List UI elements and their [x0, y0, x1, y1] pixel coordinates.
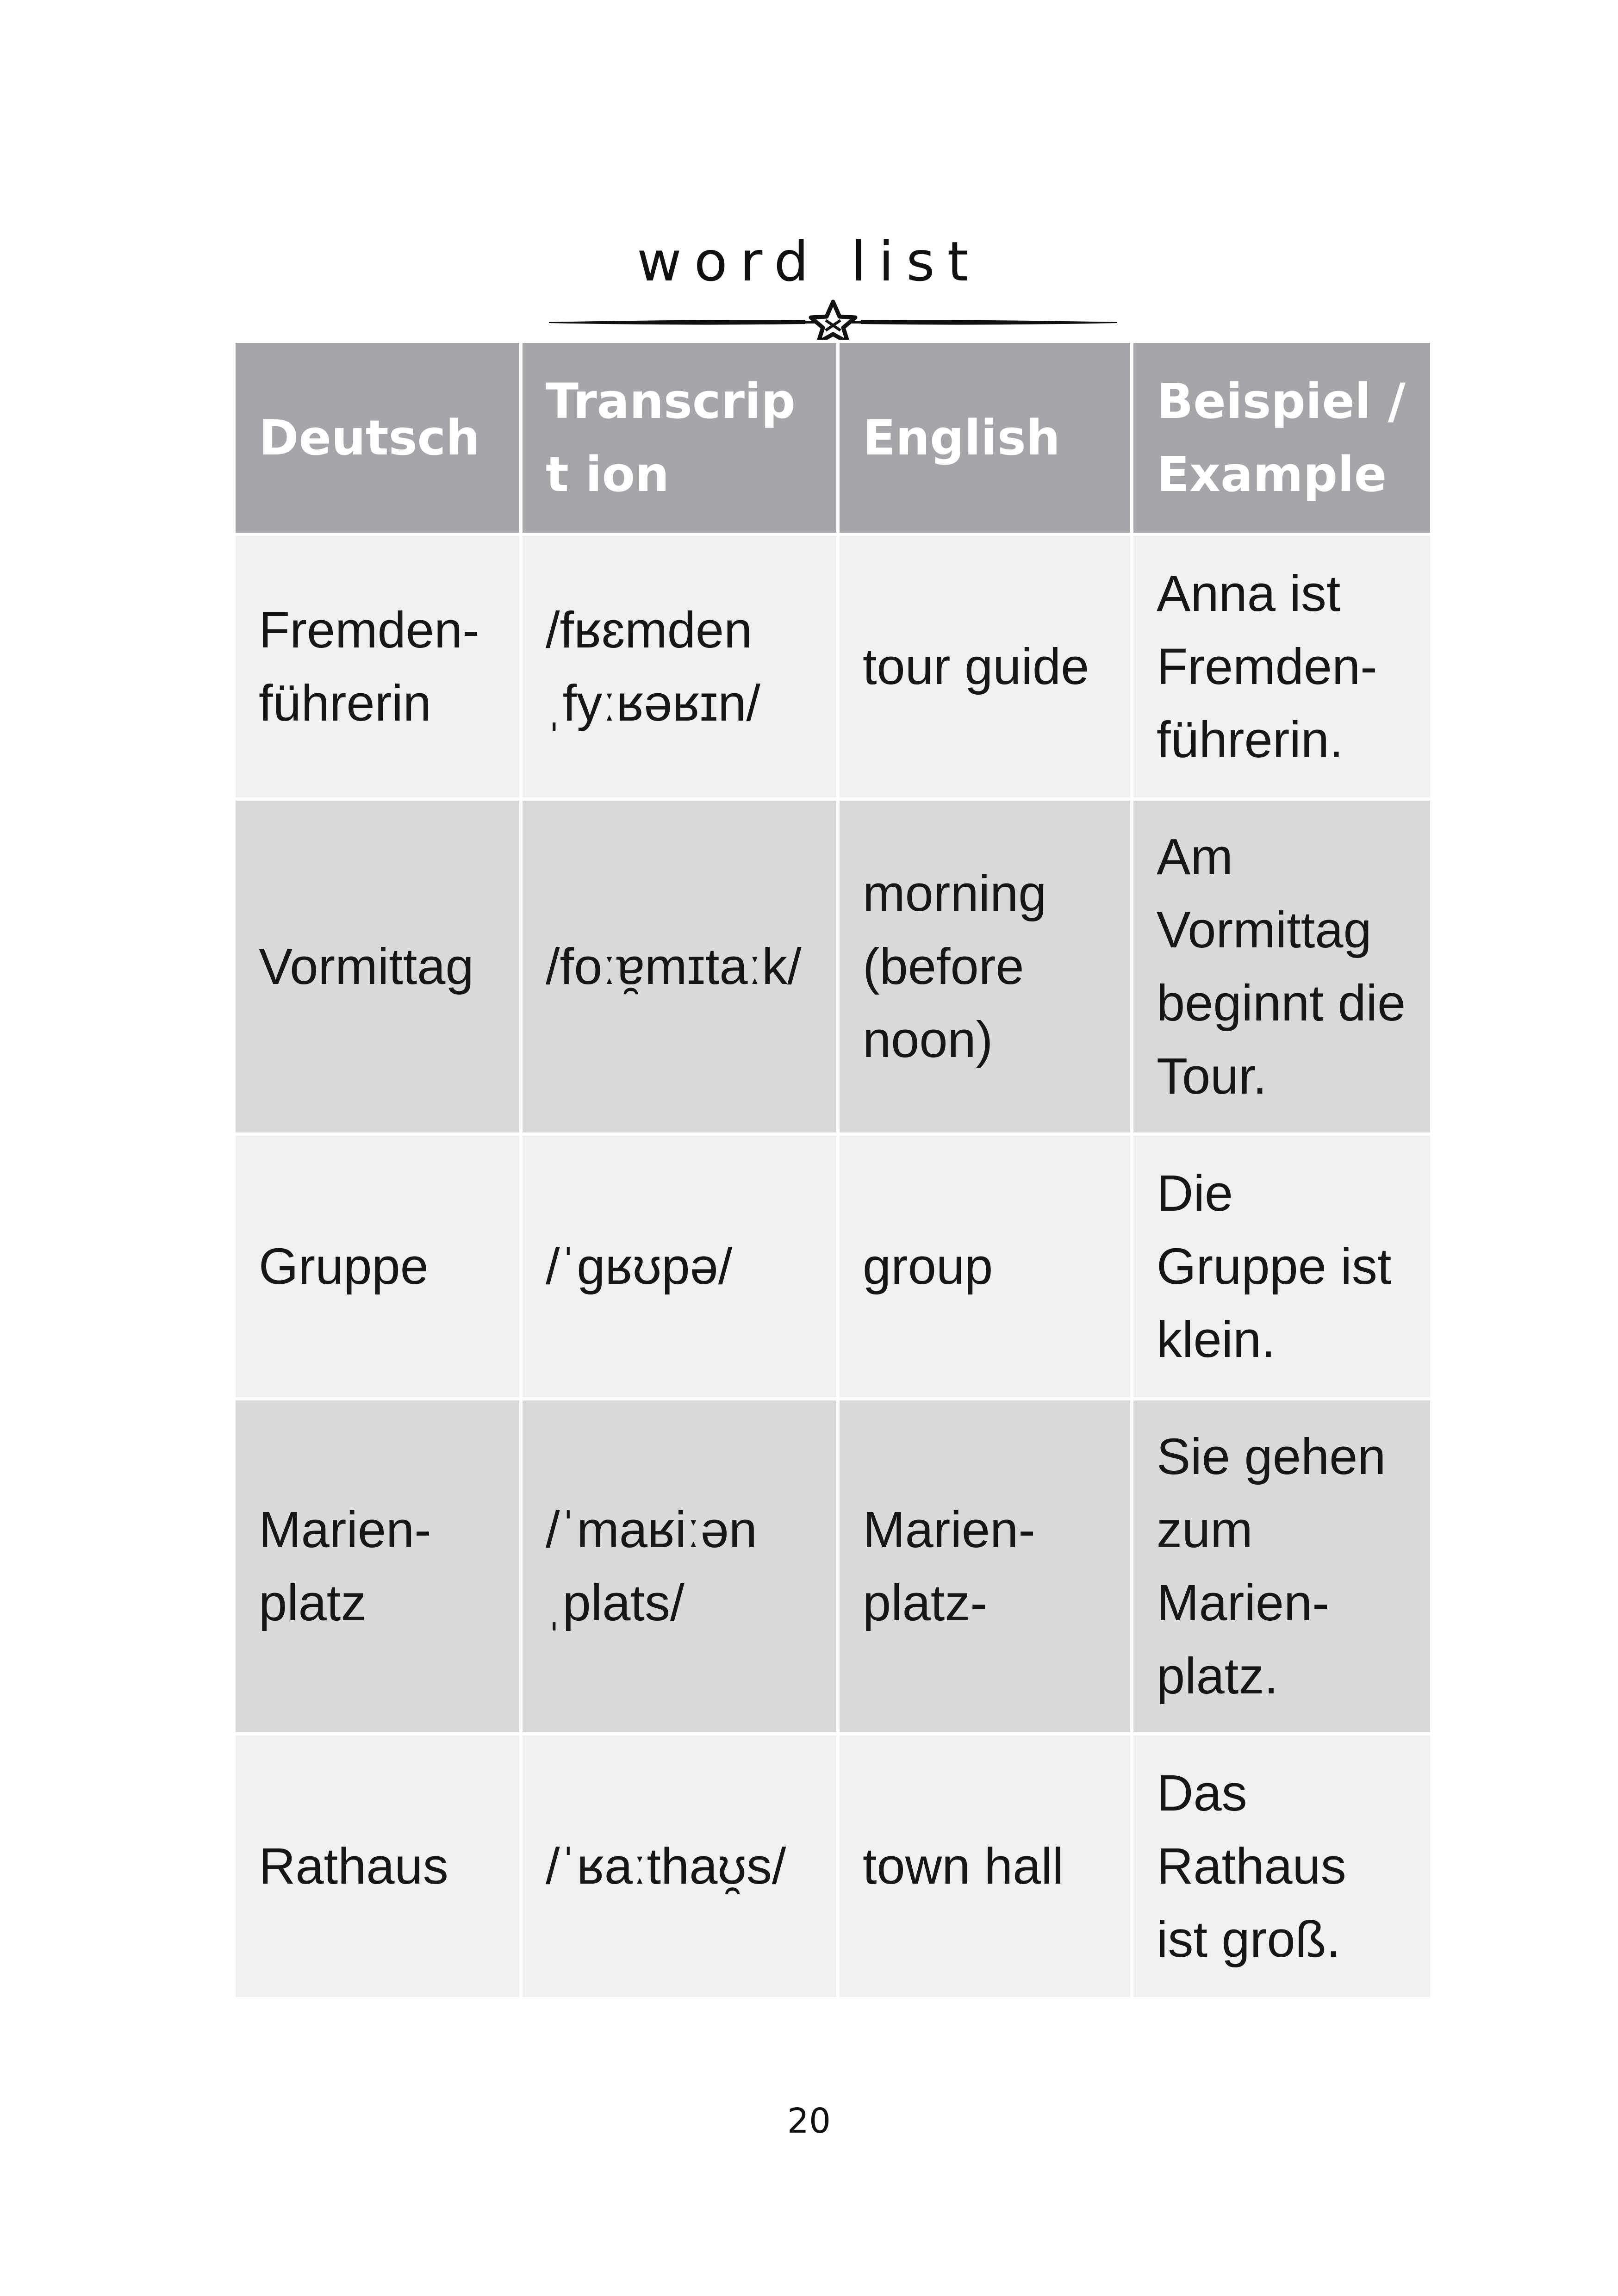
cell-example: Das Rathaus ist groß. [1132, 1734, 1432, 1999]
cell-english: tour guide [838, 535, 1132, 799]
cell-example: Anna ist Fremden-führerin. [1132, 535, 1432, 799]
table-row [234, 535, 1432, 799]
word-table [232, 340, 1433, 2000]
header-deutsch: Deutsch [234, 342, 521, 535]
cell-deutsch: Fremden-führerin [234, 535, 521, 799]
cell-example: Die Gruppe ist klein. [1132, 1134, 1432, 1399]
cell-english: town hall [838, 1734, 1132, 1999]
page-number: 20 [787, 2101, 831, 2141]
page-title: word list [637, 230, 981, 293]
cell-example: Am Vormittag beginnt die Tour. [1132, 799, 1432, 1134]
cell-transcription: /ˈmaʁiːən ˌplats/ [521, 1399, 838, 1734]
cell-example: Sie gehen zum Marien-platz. [1132, 1399, 1432, 1734]
header-english: English [838, 342, 1132, 535]
header-transcription: Transcript ion [521, 342, 838, 535]
table-row [234, 799, 1432, 1134]
cell-transcription: /ˈʁaːthaʊ̯s/ [521, 1734, 838, 1999]
cell-transcription: /ˈɡʁʊpə/ [521, 1134, 838, 1399]
cell-deutsch: Gruppe [234, 1134, 521, 1399]
cell-english: group [838, 1134, 1132, 1399]
cell-deutsch: Vormittag [234, 799, 521, 1134]
header-example: Beispiel / Example [1132, 342, 1432, 535]
cell-deutsch: Marien-platz [234, 1399, 521, 1734]
cell-deutsch: Rathaus [234, 1734, 521, 1999]
table-row [234, 1734, 1432, 1999]
cell-transcription: /fʁɛmden ˌfyːʁəʁɪn/ [521, 535, 838, 799]
table-row [234, 1399, 1432, 1734]
cell-transcription: /foːɐ̯mɪtaːk/ [521, 799, 838, 1134]
cell-english: morning (before noon) [838, 799, 1132, 1134]
table-header-row [234, 342, 1432, 535]
cell-english: Marien-platz- [838, 1399, 1132, 1734]
table-row [234, 1134, 1432, 1399]
